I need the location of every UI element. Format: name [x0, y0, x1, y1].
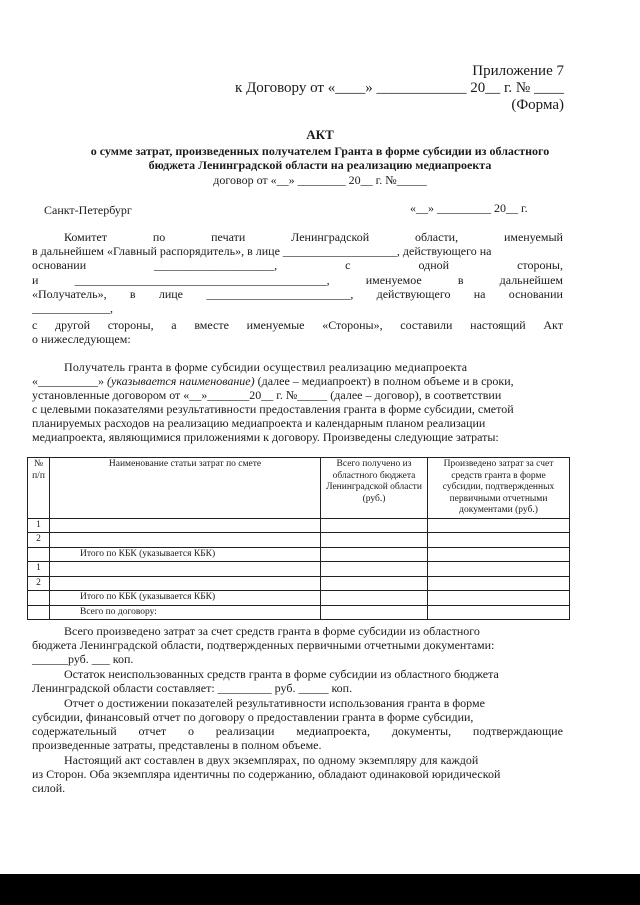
summary-p4-line-2: из Сторон. Оба экземпляра идентичны по содержанию, обладают одинаковой юридической [32, 767, 501, 781]
title-line-2: бюджета Ленинградской области на реализацию медиапроекта [148, 158, 492, 172]
parties-line-3 [32, 258, 563, 272]
summary-p3-line-2: субсидии, финансовый отчет по договору о предоставлении гранта в форме субсидии, [32, 710, 474, 724]
document-title: АКТ [306, 127, 334, 142]
word: на [473, 287, 486, 301]
act-date: «__» _________ 20__ г. [410, 201, 528, 215]
header-received: Всего получено из областного бюджета Ленинградской области (руб.) [321, 458, 428, 519]
table-row [28, 605, 570, 620]
city-label: Санкт-Петербург [44, 203, 132, 217]
row-name [50, 518, 321, 533]
row-name [50, 562, 321, 577]
intro-line-2-end: (далее – медиапроект) в полном объеме и в сроки, [257, 374, 514, 388]
word: основании [32, 258, 87, 272]
summary-p3-line-4: произведенные затраты, представлены в полном объеме. [32, 738, 322, 752]
intro-line-5: планируемых расходов на реализацию медиапроекта и календарным планом реализации [32, 416, 486, 430]
table-row [28, 562, 570, 577]
word: основании [508, 287, 563, 301]
word: в [129, 287, 136, 301]
project-name-hint: (указывается наименование) [107, 374, 255, 388]
parties-line-7 [32, 318, 563, 332]
word: именуемые [246, 318, 305, 332]
scan-border-bottom [0, 874, 640, 905]
table-row [28, 533, 570, 548]
row-name: Итого по КБК (указывается КБК) [50, 547, 321, 562]
summary-p4-line-1: Настоящий акт составлен в двух экземплярах, по одному экземпляру для каждой [64, 753, 479, 767]
row-num [28, 591, 50, 606]
table-row [28, 518, 570, 533]
row-spent [428, 591, 570, 606]
row-num: 1 [28, 562, 50, 577]
row-spent [428, 547, 570, 562]
summary-p2-line-2: Ленинградской области составляет: _________ руб. _____ коп. [32, 681, 353, 695]
summary-p2-line-1: Остаток неиспользованных средств гранта в форме субсидии из областного бюджета [64, 667, 499, 681]
word: в [457, 273, 464, 287]
row-received [321, 591, 428, 606]
word: составили [400, 318, 453, 332]
summary-p1-line-2: бюджета Ленинградской области, подтвержденных первичными отчетными документами: [32, 638, 495, 652]
word: именуемое [365, 273, 422, 287]
word: печати [211, 230, 246, 244]
word: действующего [376, 287, 451, 301]
parties-line-6: _____________, [32, 301, 113, 315]
row-received [321, 533, 428, 548]
row-spent [428, 533, 570, 548]
word: ________________________, [206, 287, 354, 301]
row-spent [428, 605, 570, 620]
appendix-label: Приложение 7 [472, 63, 564, 79]
row-spent [428, 518, 570, 533]
word: а [171, 318, 177, 332]
parties-line-2: в дальнейшем «Главный распорядитель», в лице ___________________, действующего на [32, 244, 492, 258]
intro-line-1 [64, 360, 563, 374]
project-name-blank: «__________» [32, 374, 104, 388]
intro-line-6: медиапроекта, являющимися приложениями к договору. Произведены следующие затраты: [32, 430, 499, 444]
form-label: (Форма) [511, 97, 564, 113]
row-num: 2 [28, 533, 50, 548]
word: реализации [215, 724, 275, 738]
summary-p3-line-3 [32, 724, 563, 738]
word: __________________________________________, [74, 273, 330, 287]
word: другой [55, 318, 91, 332]
summary-p4-line-3: силой. [32, 781, 66, 795]
word: о [187, 724, 194, 738]
row-name [50, 576, 321, 591]
table-row [28, 547, 570, 562]
row-received [321, 518, 428, 533]
row-received [321, 562, 428, 577]
word: и [32, 273, 39, 287]
word: ____________________, [154, 258, 278, 272]
word: стороны, [517, 258, 563, 272]
row-received [321, 605, 428, 620]
word: области, [414, 230, 459, 244]
word: документы, [391, 724, 452, 738]
word: Акт [543, 318, 563, 332]
row-name [50, 533, 321, 548]
title-contract-line: договор от «__» ________ 20__ г. №_____ [213, 173, 427, 187]
table-row [28, 576, 570, 591]
word: подтверждающие [472, 724, 563, 738]
row-name: Всего по договору: [50, 605, 321, 620]
row-name: Итого по КБК (указывается КБК) [50, 591, 321, 606]
word: с [32, 318, 38, 332]
row-num: 2 [28, 576, 50, 591]
word: именуемый [503, 230, 563, 244]
intro-line-2 [32, 374, 514, 388]
intro-line-4: с целевыми показателями результативности предоставления гранта в форме субсидии, сметой [32, 402, 514, 416]
header-num: № п/п [28, 458, 50, 519]
word: медиапроекта, [296, 724, 371, 738]
parties-line-1 [32, 230, 563, 244]
title-line-1: о сумме затрат, произведенных получателем Гранта в форме субсидии из областного [90, 144, 550, 158]
costs-table [27, 457, 570, 620]
header-spent: Произведено затрат за счет средств гранта в форме субсидии, подтвержденных первичными отчетными документами (руб.) [428, 458, 570, 519]
table-header-row [28, 458, 570, 519]
word: одной [418, 258, 450, 272]
word: лице [158, 287, 184, 301]
table-row [28, 591, 570, 606]
contract-reference: к Договору от «____» ____________ 20__ г. № ____ [235, 80, 564, 96]
intro-line-1-text: Получатель гранта в форме субсидии осуществил реализацию медиапроекта [64, 360, 468, 374]
row-spent [428, 576, 570, 591]
word: «Получатель», [32, 287, 107, 301]
summary-p1-line-3: ______руб. ___ коп. [32, 652, 134, 666]
word: Комитет [64, 230, 108, 244]
word: по [152, 230, 166, 244]
word: дальнейшем [499, 273, 563, 287]
word: содержательный [32, 724, 117, 738]
row-received [321, 576, 428, 591]
parties-line-4 [32, 273, 563, 287]
word: стороны, [107, 318, 154, 332]
intro-line-3: установленные договором от «__»_______20__ г. №_____ (далее – договор), в соответствии [32, 388, 502, 402]
row-num [28, 547, 50, 562]
row-received [321, 547, 428, 562]
word: «Стороны», [322, 318, 383, 332]
row-num: 1 [28, 518, 50, 533]
word: с [345, 258, 351, 272]
summary-p1-line-1: Всего произведено затрат за счет средств гранта в форме субсидии из областного [64, 624, 480, 638]
row-num [28, 605, 50, 620]
word: Ленинградской [291, 230, 370, 244]
summary-p3-line-1: Отчет о достижении показателей результативности использования гранта в форме [64, 696, 485, 710]
word: отчет [138, 724, 167, 738]
row-spent [428, 562, 570, 577]
parties-line-8: о нижеследующем: [32, 332, 131, 346]
header-name: Наименование статьи затрат по смете [50, 458, 321, 519]
parties-line-5 [32, 287, 563, 301]
word: вместе [194, 318, 229, 332]
word: настоящий [470, 318, 526, 332]
